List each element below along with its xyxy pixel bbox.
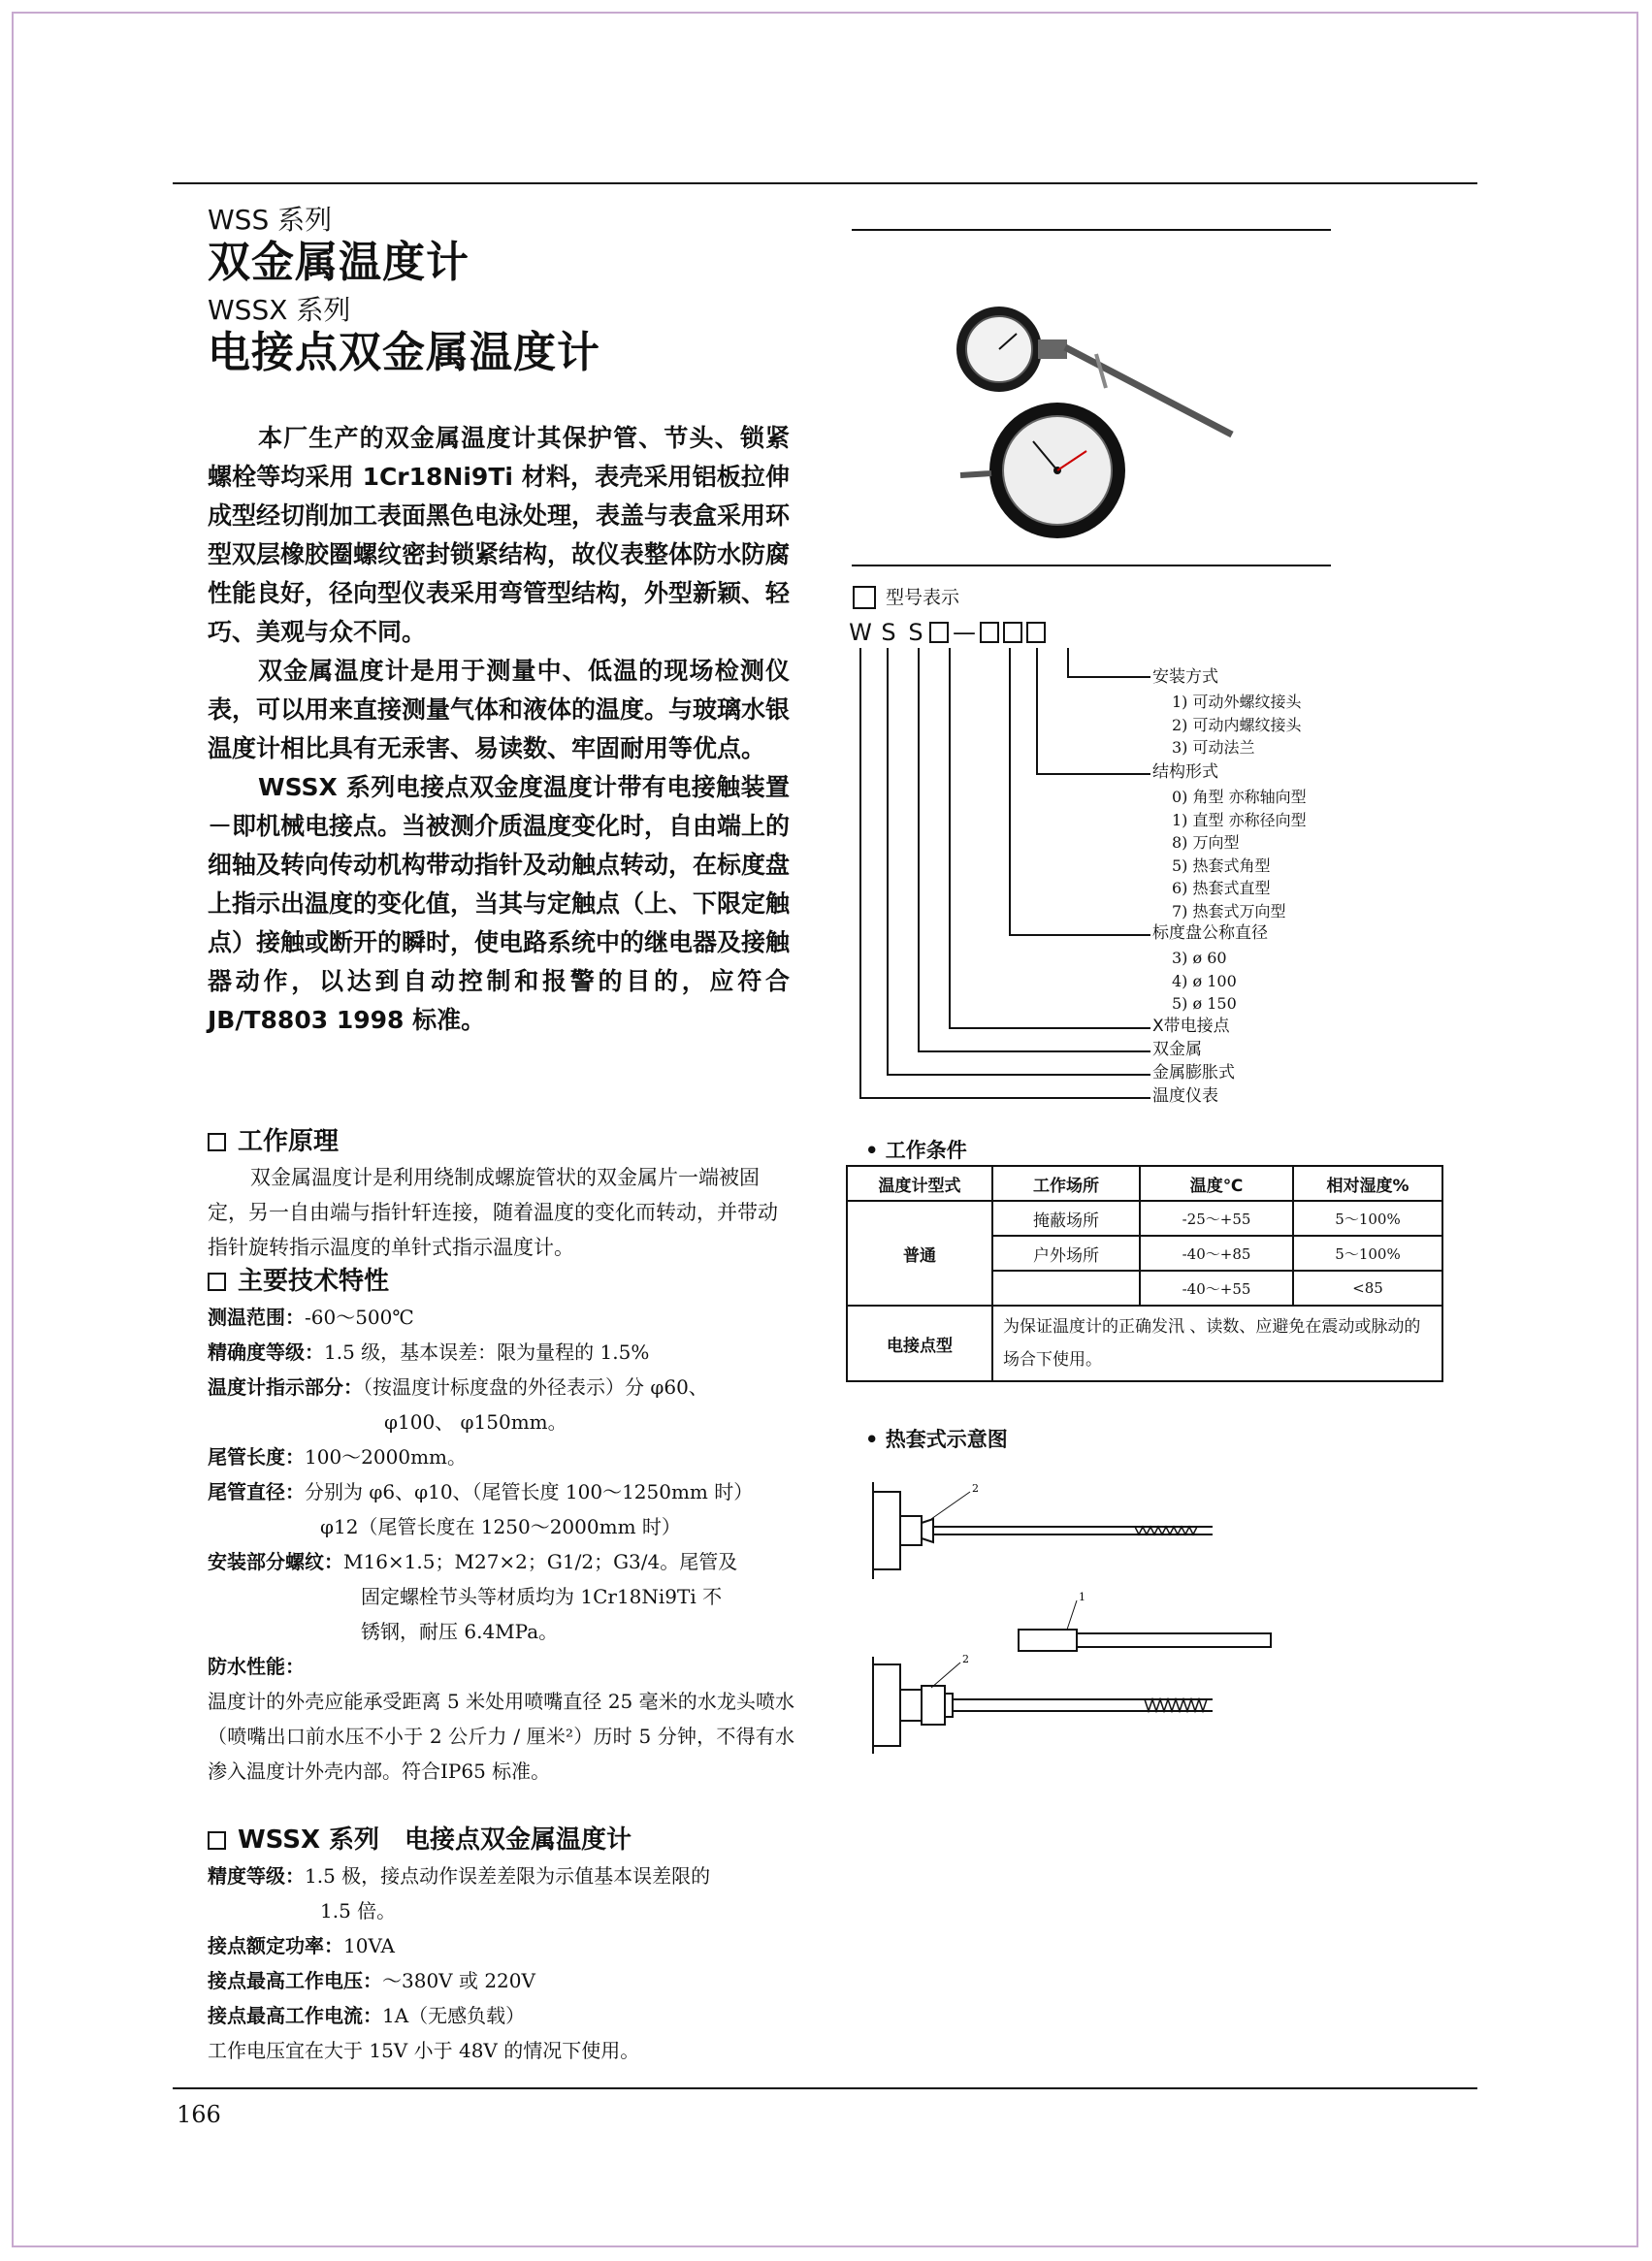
series-label-wss: WSS 系列: [208, 204, 333, 236]
intro-paragraph-2: 双金属温度计是用于测量中、低温的现场检测仪表，可以用来直接测量气体和液体的温度。与玻璃水银温度计相比具有无汞害、易读数、牢固耐用等优点。: [208, 657, 791, 762]
structure-option: 0) 角型 亦称轴向型: [1172, 788, 1307, 806]
table-cell: -40～+55: [1140, 1271, 1293, 1306]
thermowell-heading: [865, 1424, 1008, 1453]
table-cell: [992, 1271, 1140, 1306]
bullet-icon: •: [865, 1139, 886, 1162]
install-label: 安装方式: [1152, 667, 1218, 687]
title-bimetal-thermometer: 双金属温度计: [208, 238, 470, 287]
section-heading-principle: [208, 1125, 339, 1158]
spec-dial: 温度计指示部分：（按温度计标度盘的外径表示）分 φ60、: [208, 1375, 708, 1399]
intro-paragraph-3: WSSX 系列电接点双金度温度计带有电接触装置－即机械电接点。当被测介质温度变化时，自由端上的细轴及转向传动机构带动指针及动触点转动，在标度盘上指示出温度的变化值，当其与定触点（上、下限定触点）接触或断开的瞬时，使电路系统中的继电器及接触器动作，以达到自动控制和报警的目的，应符合 JB/T8803 1998 标准。: [208, 773, 791, 1034]
contact-code-label: X带电接点: [1152, 1017, 1230, 1036]
checkbox-icon: [208, 1831, 226, 1850]
code-letter-s1: S: [881, 619, 896, 646]
spec-stem-length: 尾管长度：100～2000mm。: [208, 1445, 468, 1469]
page-number: 166: [177, 2101, 221, 2128]
table-cell-contact-note: 为保证温度计的正确发汛 、读数、应避免在震动或脉动的场合下使用。: [992, 1306, 1442, 1381]
bullet-icon: •: [865, 1428, 886, 1451]
conditions-heading: [865, 1135, 967, 1164]
model-code-heading: [853, 586, 959, 609]
table-header-cell: 工作场所: [992, 1166, 1140, 1201]
spec-thread-cont-2: 锈钢，耐压 6.4MPa。: [361, 1620, 559, 1643]
structure-options: [1172, 786, 1307, 922]
intro-paragraph-1: 本厂生产的双金属温度计其保护管、节头、锁紧螺栓等均采用 1Cr18Ni9Ti 材料，表壳采用铝板拉伸成型经切削加工表面黑色电泳处理，表盖与表盒采用环型双层橡胶圈螺纹密封锁紧结构，故仪表整体防水防腐性能良好，径向型仪表采用弯管型结构，外型新颖、轻巧、美观与众不同。: [208, 424, 791, 646]
table-row: [847, 1201, 1442, 1236]
spec-dial-cont: φ100、 φ150mm。: [384, 1410, 567, 1434]
table-cell-contact: 电接点型: [847, 1306, 992, 1381]
spec-range: 测温范围：-60～500℃: [208, 1306, 414, 1329]
conditions-table: [846, 1165, 1443, 1382]
tree-line: [1036, 648, 1038, 774]
tree-line: [949, 648, 951, 1028]
model-code-string: [846, 619, 1046, 646]
table-cell-normal: 普通: [847, 1201, 992, 1306]
code-slot-x: [929, 622, 949, 643]
bimetal-code-label: 双金属: [1152, 1040, 1202, 1059]
table-header-cell: 相对湿度%: [1293, 1166, 1442, 1201]
structure-option: 1) 直型 亦称径向型: [1172, 810, 1307, 829]
table-row: [847, 1306, 1442, 1381]
tree-line: [918, 648, 920, 1051]
spec-thread-cont-1: 固定螺栓节头等材质均为 1Cr18Ni9Ti 不: [361, 1585, 723, 1608]
table-cell: 5～100%: [1293, 1236, 1442, 1271]
spec-stem-diameter-cont: φ12（尾管长度在 1250～2000mm 时）: [320, 1515, 681, 1538]
tree-line: [887, 1074, 1150, 1076]
tree-line: [1067, 676, 1150, 678]
install-option: 3) 可动法兰: [1172, 738, 1255, 757]
dial-option: 4) ø 100: [1172, 971, 1237, 990]
table-header-cell: 温度计型式: [847, 1166, 992, 1201]
thermowell-heading-text: 热套式示意图: [885, 1428, 1008, 1451]
tree-line: [859, 1097, 1150, 1099]
product-photo: [951, 291, 1242, 553]
tree-line: [1067, 648, 1069, 677]
structure-option: 6) 热套式直型: [1172, 879, 1271, 897]
photo-top-rule: [852, 229, 1331, 231]
code-slot-structure: [1003, 622, 1022, 643]
dial-options: [1172, 947, 1237, 1016]
table-cell: <85: [1293, 1271, 1442, 1306]
spec-thread: 安装部分螺纹：M16×1.5；M27×2；G1/2；G3/4。尾管及: [208, 1550, 738, 1573]
table-header-row: [847, 1166, 1442, 1201]
structure-label: 结构形式: [1152, 762, 1218, 782]
wssx-precision-cont: 1.5 倍。: [320, 1899, 397, 1922]
checkbox-icon: [853, 586, 876, 609]
code-slot-dial: [980, 622, 999, 643]
spec-water-text: 温度计的外壳应能承受距离 5 米处用喷嘴直径 25 毫米的水龙头喷水（喷嘴出口前水压不小于 2 公斤力 / 厘米²）历时 5 分钟，不得有水渗入温度计外壳内部。符合IP65 标准。: [208, 1690, 794, 1783]
top-rule: [173, 182, 1477, 184]
tree-line: [918, 1050, 1150, 1052]
structure-option: 7) 热套式万向型: [1172, 901, 1286, 921]
checkbox-icon: [208, 1273, 226, 1291]
section-heading-specs: [208, 1265, 389, 1298]
bottom-rule: [173, 2087, 1477, 2089]
model-code-heading-text: 型号表示: [886, 587, 960, 608]
wssx-note: 工作电压宜在大于 15V 小于 48V 的情况下使用。: [208, 2039, 640, 2062]
wssx-voltage: 接点最高工作电压：～380V 或 220V: [208, 1969, 535, 1992]
series-label-wssx: WSSX 系列: [208, 294, 351, 326]
thermowell-diagram: [863, 1472, 1329, 1763]
code-letter-s2: S: [908, 619, 923, 646]
spec-stem-diameter: 尾管直径：分别为 φ6、φ10、（尾管长度 100～1250mm 时）: [208, 1480, 754, 1503]
callout-1: 1: [1079, 1591, 1085, 1603]
tree-line: [887, 648, 889, 1075]
principle-heading-text: 工作原理: [238, 1127, 340, 1156]
principle-text: 双金属温度计是利用绕制成螺旋管状的双金属片一端被固定，另一自由端与指针轩连接，随着温度的变化而转动，并带动指针旋转指示温度的单针式指示温度计。: [208, 1166, 778, 1259]
conditions-heading-text: 工作条件: [885, 1139, 967, 1162]
table-cell: -40～+85: [1140, 1236, 1293, 1271]
photo-bottom-rule: [852, 565, 1331, 566]
table-cell: 户外场所: [992, 1236, 1140, 1271]
structure-option: 8) 万向型: [1172, 833, 1240, 852]
install-option: 2) 可动内螺纹接头: [1172, 715, 1302, 734]
table-cell: 5～100%: [1293, 1201, 1442, 1236]
temperature-instrument-label: 温度仪表: [1152, 1086, 1218, 1106]
intro-text: [208, 419, 790, 1040]
tree-line: [1036, 773, 1150, 775]
wssx-precision: 精度等级：1.5 极，接点动作误差差限为示值基本误差限的: [208, 1864, 711, 1888]
title-electric-contact-thermometer: 电接点双金属温度计: [208, 328, 600, 377]
table-cell: -25～+55: [1140, 1201, 1293, 1236]
metal-expansion-label: 金属膨胀式: [1152, 1063, 1235, 1082]
specs-heading-text: 主要技术特性: [238, 1267, 390, 1296]
spec-accuracy: 精确度等级：1.5 级，基本误差：限为量程的 1.5%: [208, 1340, 650, 1364]
checkbox-icon: [208, 1133, 226, 1151]
wssx-current: 接点最高工作电流：1A（无感负载）: [208, 2004, 526, 2027]
tree-line: [859, 648, 861, 1098]
dial-option: 3) ø 60: [1172, 949, 1227, 967]
wssx-power: 接点额定功率：10VA: [208, 1934, 395, 1957]
callout-2-top: 2: [972, 1482, 979, 1495]
callout-2-bottom: 2: [962, 1653, 969, 1665]
code-slot-install: [1026, 622, 1046, 643]
install-options: [1172, 691, 1302, 759]
tree-line: [1009, 648, 1011, 935]
table-header-cell: 温度℃: [1140, 1166, 1293, 1201]
dial-option: 5) ø 150: [1172, 994, 1237, 1013]
wssx-heading-text: WSSX 系列 电接点双金属温度计: [238, 1825, 632, 1855]
spec-water: 防水性能：: [208, 1655, 305, 1678]
install-option: 1) 可动外螺纹接头: [1172, 693, 1302, 711]
tree-line: [1009, 934, 1150, 936]
section-heading-wssx: [208, 1824, 632, 1857]
code-letter-w: W: [849, 619, 872, 646]
wssx-specs: [208, 1858, 794, 2068]
table-cell: 掩蔽场所: [992, 1201, 1140, 1236]
specs-list: [208, 1300, 794, 1789]
code-dash: —: [953, 619, 976, 646]
dial-diameter-label: 标度盘公称直径: [1152, 923, 1268, 943]
tree-line: [949, 1027, 1150, 1029]
structure-option: 5) 热套式角型: [1172, 856, 1271, 875]
